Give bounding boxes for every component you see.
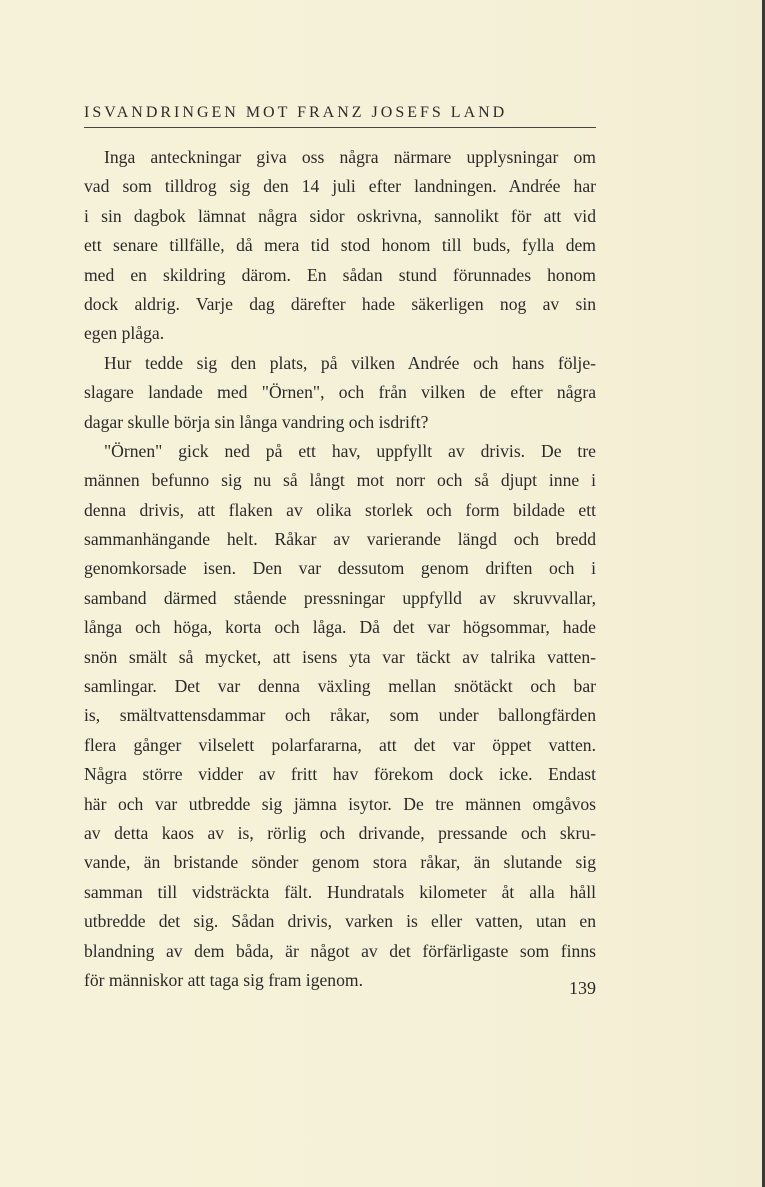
paragraph-3: [84, 437, 596, 995]
text-line: dock aldrig. Varje dag därefter hade säkerligen nog av sin: [84, 293, 596, 314]
text-line: av detta kaos av is, rörlig och drivande, pressande och skru-: [84, 822, 596, 843]
text-line: blandning av dem båda, är något av det förfärligaste som finns: [84, 940, 596, 961]
running-head: ISVANDRINGEN MOT FRANZ JOSEFS LAND: [84, 104, 508, 121]
text-line: samman till vidsträckta fält. Hundratals kilometer åt alla håll: [84, 881, 596, 902]
text-line: för människor att taga sig fram igenom.: [84, 969, 363, 990]
text-line: här och var utbredde sig jämna isytor. De tre männen omgåvos: [84, 793, 596, 814]
paragraph-2: [84, 349, 596, 437]
text-line: vad som tilldrog sig den 14 juli efter landningen. Andrée har: [84, 176, 596, 197]
text-line: Några större vidder av fritt hav förekom dock icke. Endast: [84, 764, 596, 785]
text-line: denna drivis, att flaken av olika storlek och form bildade ett: [84, 499, 596, 520]
text-line: männen befunno sig nu så långt mot norr och så djupt inne i: [84, 470, 596, 491]
text-line: dagar skulle börja sin långa vandring och isdrift?: [84, 411, 429, 432]
text-line: utbredde det sig. Sådan drivis, varken is eller vatten, utan en: [84, 911, 596, 932]
text-line: i sin dagbok lämnat några sidor oskrivna, sannolikt för att vid: [84, 205, 596, 226]
text-line: Inga anteckningar giva oss några närmare upplysningar om: [104, 147, 596, 167]
text-line: "Örnen" gick ned på ett hav, uppfyllt av drivis. De tre: [104, 440, 596, 461]
text-line: samlingar. Det var denna växling mellan snötäckt och bar: [84, 676, 596, 697]
text-line: vande, än bristande sönder genom stora råkar, än slutande sig: [84, 852, 596, 873]
text-line: Hur tedde sig den plats, på vilken Andrée och hans följe-: [104, 352, 596, 373]
header-rule: [84, 127, 596, 128]
text-line: sammanhängande helt. Råkar av varierande längd och bredd: [84, 529, 596, 550]
text-line: genomkorsade isen. Den var dessutom genom driften och i: [84, 558, 596, 579]
text-line: samband därmed stående pressningar uppfylld av skruvvallar,: [84, 587, 596, 608]
text-line: slagare landade med "Örnen", och från vilken de efter några: [84, 382, 596, 403]
text-line: flera gånger vilselett polarfararna, att det var öppet vatten.: [84, 734, 596, 755]
page-number: 139: [569, 978, 596, 998]
text-line: ett senare tillfälle, då mera tid stod honom till buds, fylla dem: [84, 235, 596, 256]
text-line: med en skildring därom. En sådan stund förunnades honom: [84, 264, 596, 285]
text-line: egen plåga.: [84, 323, 165, 344]
paragraph-1: [84, 143, 596, 349]
text-line: snön smält så mycket, att isens yta var täckt av talrika vatten-: [84, 646, 596, 667]
text-line: långa och höga, korta och låga. Då det var högsommar, hade: [84, 617, 596, 638]
body-text: [84, 143, 596, 995]
text-line: is, smältvattensdammar och råkar, som under ballongfärden: [84, 705, 596, 726]
